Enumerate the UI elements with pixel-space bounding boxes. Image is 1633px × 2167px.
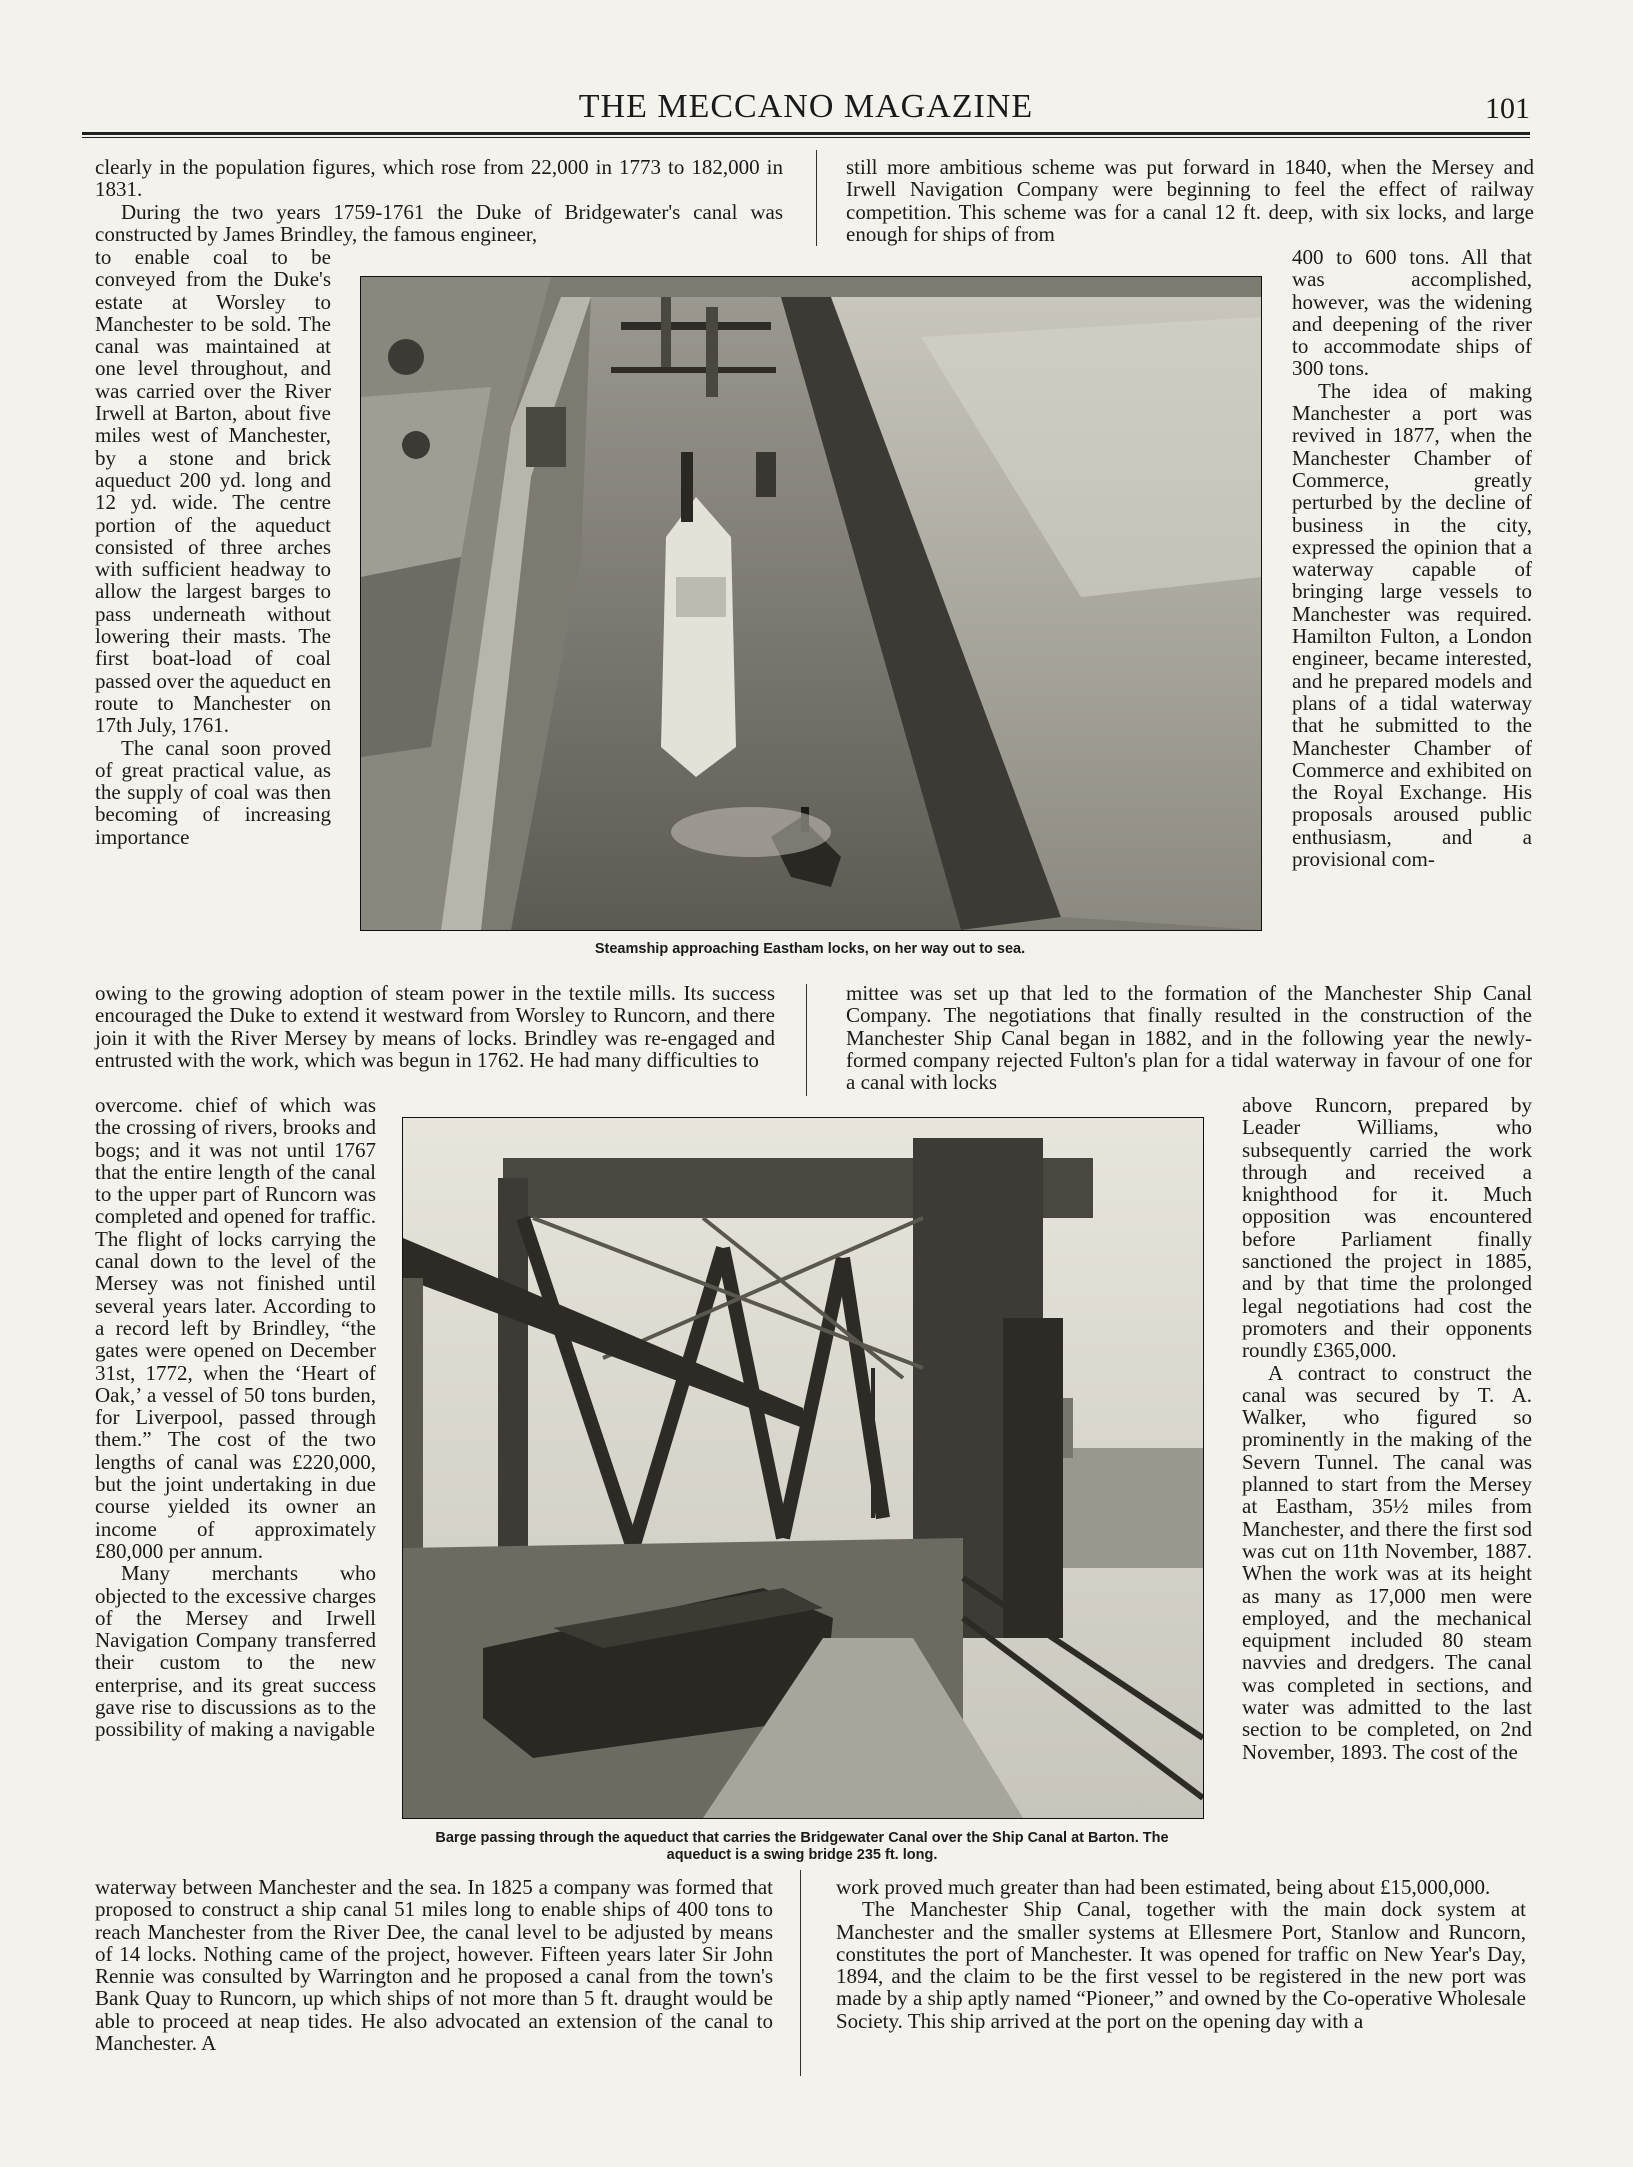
right-bottom-block: [836, 1876, 1526, 2032]
header-rule-thin: [82, 137, 1530, 138]
barton-caption: Barge passing through the aqueduct that carries the Bridgewater Canal over the Ship Canal at Barton. The aqueduct is a swing bridge 235 ft. long.: [435, 1830, 1169, 1863]
paragraph: overcome. chief of which was the crossing of rivers, brooks and bogs; and it was not until 1767 that the entire length of the canal to the upper part of Runcorn was completed and opened for traffic. The flight of locks carrying the canal down to the level of the Mersey was not finished until several years later. According to a record left by Brindley, “the gates were opened on December 31st, 1772, when the ‘Heart of Oak,’ a vessel of 50 tons burden, for Liverpool, passed through them.” The cost of the two lengths of canal was £220,000, but the joint undertaking in due course yielded its owner an income of approximately £80,000 per annum.: [95, 1093, 376, 1563]
paragraph: to enable coal to be conveyed from the Duke's estate at Worsley to Manchester to be sold. The canal was maintained at one level throughout, and was carried over the River Irwell at Barton, about five miles west of Manchester, by a stone and brick aqueduct 200 yd. long and 12 yd. wide. The centre portion of the aqueduct consisted of three arches with sufficient headway to allow the largest barges to pass underneath without lowering their masts. The first boat-load of coal passed over the aqueduct en route to Manchester on 17th July, 1761.: [95, 245, 331, 738]
running-head: [82, 88, 1530, 136]
paragraph: The Manchester Ship Canal, together with the main dock system at Manchester and the smaller systems at Ellesmere Port, Stanlow and Runcorn, constitutes the port of Manchester. It was opened for traffic on New Year's Day, 1894, and the claim to be the first vessel to be registered in the new port was made by a ship aptly named “Pioneer,” and owned by the Co-operative Wholesale Society. This ship arrived at the port on the opening day with a: [836, 1897, 1526, 2033]
page-number: 101: [1485, 92, 1530, 125]
paragraph: During the two years 1759-1761 the Duke of Bridgewater's canal was constructed by James Brindley, the famous engineer,: [95, 199, 783, 246]
right-wrap-block-1: [1292, 246, 1532, 870]
left-wrap-block-1: [95, 246, 331, 848]
right-mid-block: [846, 982, 1532, 1093]
paragraph: owing to the growing adoption of steam power in the textile mills. Its success encouraged the Duke to extend it westward from Worsley to Runcorn, and there join it with the River Mersey by means of locks. Brindley was re-engaged and entrusted with the work, which was begun in 1762. He had many difficulties to: [95, 981, 775, 1072]
paragraph: The canal soon proved of great practical value, as the supply of coal was then becoming of increasing importance: [95, 735, 331, 849]
column-rule: [816, 150, 817, 246]
right-intro-block: [846, 156, 1534, 245]
left-mid-block: [95, 982, 775, 1071]
paragraph: still more ambitious scheme was put forward in 1840, when the Mersey and Irwell Navigation Company were beginning to feel the effect of railway competition. This scheme was for a canal 12 ft. deep, with six locks, and large enough for ships of from: [846, 155, 1534, 246]
paragraph: A contract to construct the canal was secured by T. A. Walker, who figured so prominently in the making of the Severn Tunnel. The canal was planned to start from the Mersey at Eastham, 35½ miles from Manchester, and there the first sod was cut on 11th November, 1887. When the work was at its height as many as 17,000 men were employed, and the mechanical equipment included 80 steam navvies and dredgers. The canal was completed in sections, and water was admitted to the last section to be completed, on 2nd November, 1893. The cost of the: [1242, 1360, 1532, 1764]
magazine-title: THE MECCANO MAGAZINE: [578, 88, 1034, 125]
column-rule: [806, 984, 807, 1096]
column-rule: [800, 1870, 801, 2076]
paragraph: above Runcorn, prepared by Leader Williams, who subsequently carried the work through and received a knighthood for it. Much opposition was encountered before Parliament finally sanctioned the project in 1885, and by that time the prolonged legal negotiations had cost the promoters and their opponents roundly £365,000.: [1242, 1093, 1532, 1363]
paragraph: waterway between Manchester and the sea. In 1825 a company was formed that proposed to construct a ship canal 51 miles long to enable ships of 400 tons to reach Manchester from the River Dee, the canal level to be adjusted by means of 14 locks. Nothing came of the project, however. Fifteen years later Sir John Rennie was consulted by Warrington and he proposed a canal from the town's Bank Quay to Runcorn, up which ships of not more than 5 ft. draught would be able to proceed at neap tides. He also advocated an extension of the canal to Manchester. A: [95, 1875, 773, 2056]
paragraph: 400 to 600 tons. All that was accomplished, however, was the widening and deepening of the river to accommodate ships of 300 tons.: [1292, 245, 1532, 381]
paragraph: The idea of making Manchester a port was revived in 1877, when the Manchester Chamber of Commerce, greatly perturbed by the decline of business in the city, expressed the opinion that a waterway capable of bringing large vessels to Manchester was required. Hamilton Fulton, a London engineer, became interested, and he prepared models and plans of a tidal waterway that he submitted to the Manchester Chamber of Commerce and exhibited on the Royal Exchange. His proposals aroused public enthusiasm, and a provisional com-: [1292, 378, 1532, 872]
left-wrap-block-2: [95, 1094, 376, 1741]
paragraph: Many merchants who objected to the excessive charges of the Mersey and Irwell Navigation Company transferred their custom to the new enterprise, and its great success gave rise to discussions as to the possibility of making a navigable: [95, 1561, 376, 1742]
barton-aqueduct-photo: [402, 1117, 1204, 1819]
left-intro-block: [95, 156, 783, 245]
right-wrap-block-2: [1242, 1094, 1532, 1763]
header-rule: [82, 132, 1530, 135]
left-bottom-block: [95, 1876, 773, 2054]
paragraph: work proved much greater than had been estimated, being about £15,000,000.: [836, 1875, 1491, 1899]
paragraph: mittee was set up that led to the formation of the Manchester Ship Canal Company. The negotiations that finally resulted in the construction of the Manchester Ship Canal began in 1882, and in the following year the newly-formed company rejected Fulton's plan for a tidal waterway in favour of one for a canal with locks: [846, 981, 1532, 1095]
eastham-caption: Steamship approaching Eastham locks, on her way out to sea.: [594, 941, 1026, 957]
paragraph: clearly in the population figures, which rose from 22,000 in 1773 to 182,000 in 1831.: [95, 155, 783, 202]
eastham-locks-photo: [360, 276, 1262, 931]
